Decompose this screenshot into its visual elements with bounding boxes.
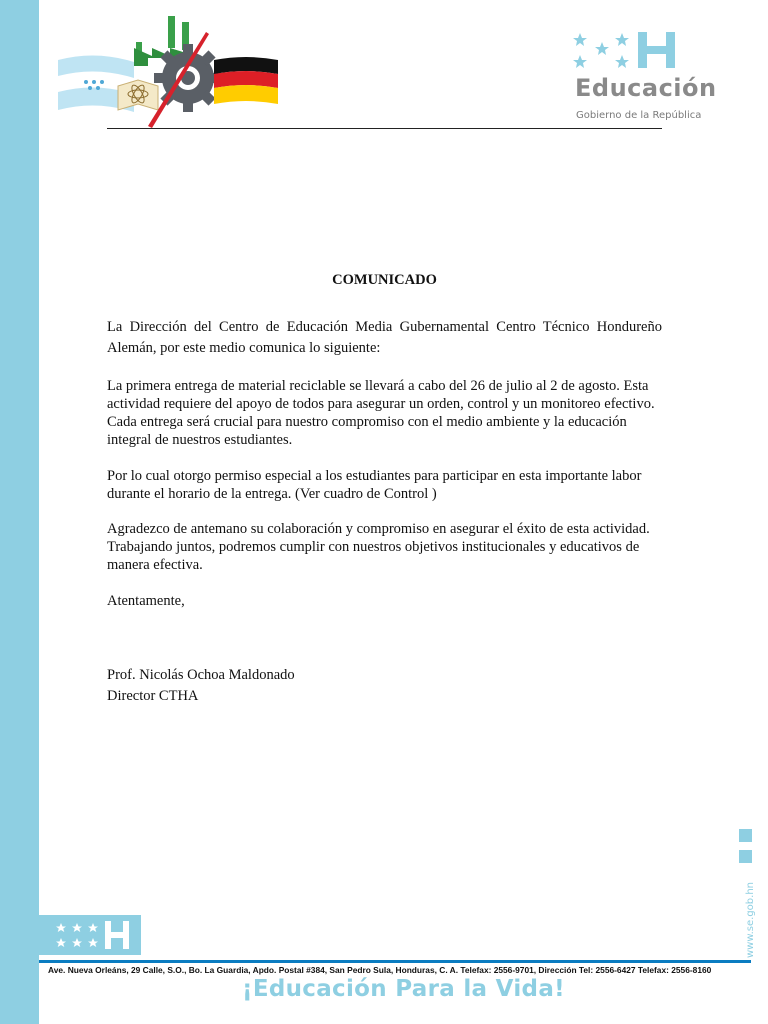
intro-paragraph: La Dirección del Centro de Educación Media Gubernamental Centro Técnico Hondureño Alemán, por este medio comunica lo siguiente: [107,319,662,356]
left-decorative-band [0,0,39,1024]
footer-slogan: ¡Educación Para la Vida! [242,976,565,1002]
footer-badge [39,915,141,955]
document-title: COMUNICADO [332,272,437,288]
body-paragraph-thanks: Agradezco de antemano su colaboración y compromiso en asegurar el éxito de esta actividad. Trabajando juntos, podremos cumplir con nuestros objetivos institucionales y educativos de manera efectiva. [107,521,650,573]
body-paragraph-permission: Por lo cual otorgo permiso especial a los estudiantes para participar en esta importante labor durante el horario de la entrega. (Ver cuadro de Control ) [107,468,642,502]
signatory-role: Director CTHA [107,688,199,704]
footer-address: Ave. Nueva Orleáns, 29 Calle, S.O., Bo. La Guardia, Apdo. Postal #384, San Pedro Sula, Honduras, C. A. Telefax: 2556-9701, Dirección Tel: 2556-6427 Telefax: 2556-8160 [48,965,712,975]
signatory-name: Prof. Nicolás Ochoa Maldonado [107,667,295,683]
decorative-square [739,829,752,842]
ministry-name: Educación [575,74,717,102]
footer-divider [39,960,751,963]
closing-line: Atentamente, [107,593,185,609]
honduras-h-badge-icon [39,915,141,955]
school-crest-logo [56,12,282,128]
website-url: www.se.gob.hn [745,881,756,958]
body-paragraph-delivery: La primera entrega de material reciclable se llevará a cabo del 26 de julio al 2 de agosto. Esta actividad requiere del apoyo de todos para asegurar un orden, control y un monitoreo efectivo. Cada entrega será crucial para nuestro compromiso con el medio ambiente y la educación integral de nuestros estudiantes. [107,378,655,448]
header-divider [107,128,662,129]
government-label: Gobierno de la República [576,110,702,121]
decorative-square [739,850,752,863]
